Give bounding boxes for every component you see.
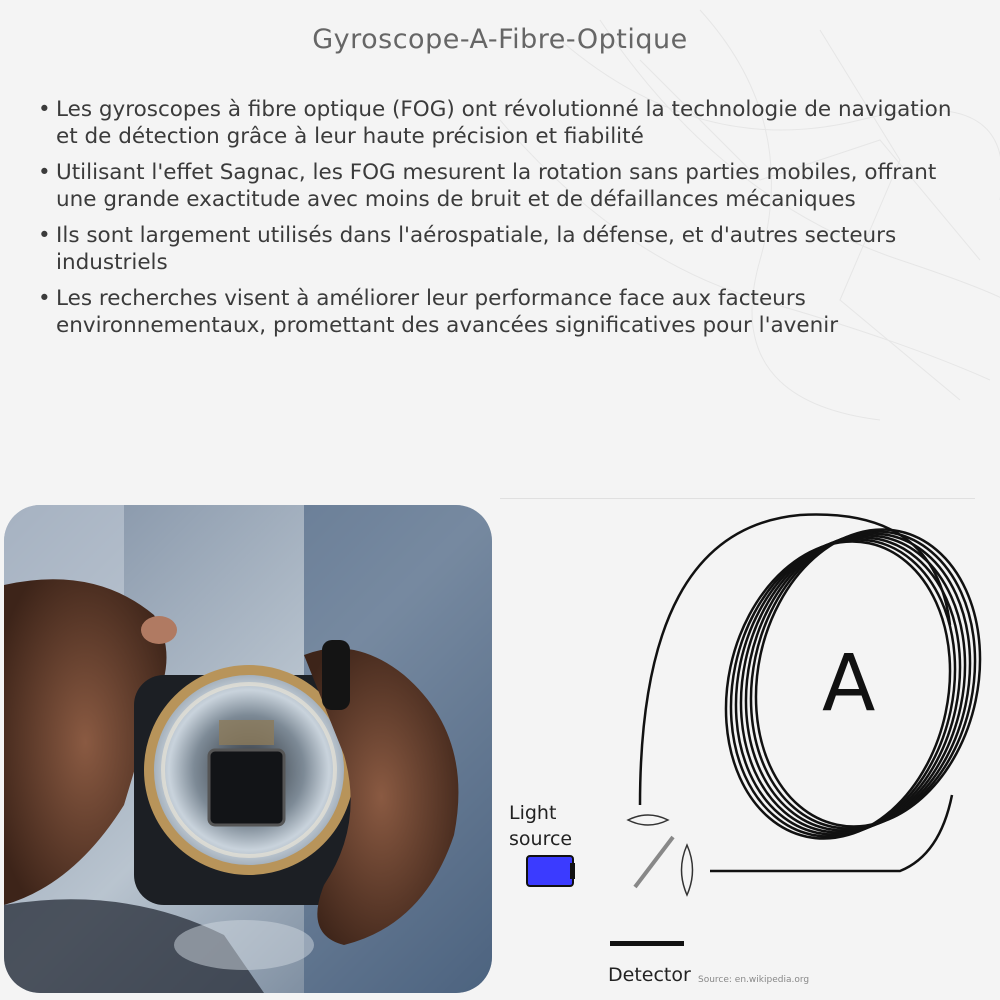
light-source-icon	[527, 856, 573, 886]
beam-splitter	[635, 837, 673, 887]
gyroscope-photo	[4, 505, 492, 993]
light-source-label-text: Light source	[509, 802, 573, 850]
source-credit: Source: en.wikipedia.org	[698, 975, 810, 985]
lens-top	[628, 815, 668, 825]
detector-icon	[610, 941, 684, 946]
light-source-label	[509, 800, 572, 852]
bullet-list	[38, 96, 968, 348]
bullet-item: • Les gyroscopes à fibre optique (FOG) ont révolutionné la technologie de navigation et de détection grâce à leur haute précision et fiabilité	[38, 96, 968, 150]
detector-label: Detector	[608, 964, 691, 986]
bullet-item: • Utilisant l'effet Sagnac, les FOG mesurent la rotation sans parties mobiles, offrant une grande exactitude avec moins de bruit et de défaillances mécaniques	[38, 159, 968, 213]
lens-right	[682, 845, 693, 895]
fog-diagram	[500, 505, 1000, 995]
bullet-item: • Les recherches visent à améliorer leur performance face aux facteurs environnementaux, promettant des avancées significatives pour l'avenir	[38, 285, 968, 339]
coil-label: A	[822, 639, 876, 729]
divider	[500, 498, 975, 499]
page-title: Gyroscope-A-Fibre-Optique	[312, 24, 688, 55]
bullet-item: • Ils sont largement utilisés dans l'aérospatiale, la défense, et d'autres secteurs industriels	[38, 222, 968, 276]
